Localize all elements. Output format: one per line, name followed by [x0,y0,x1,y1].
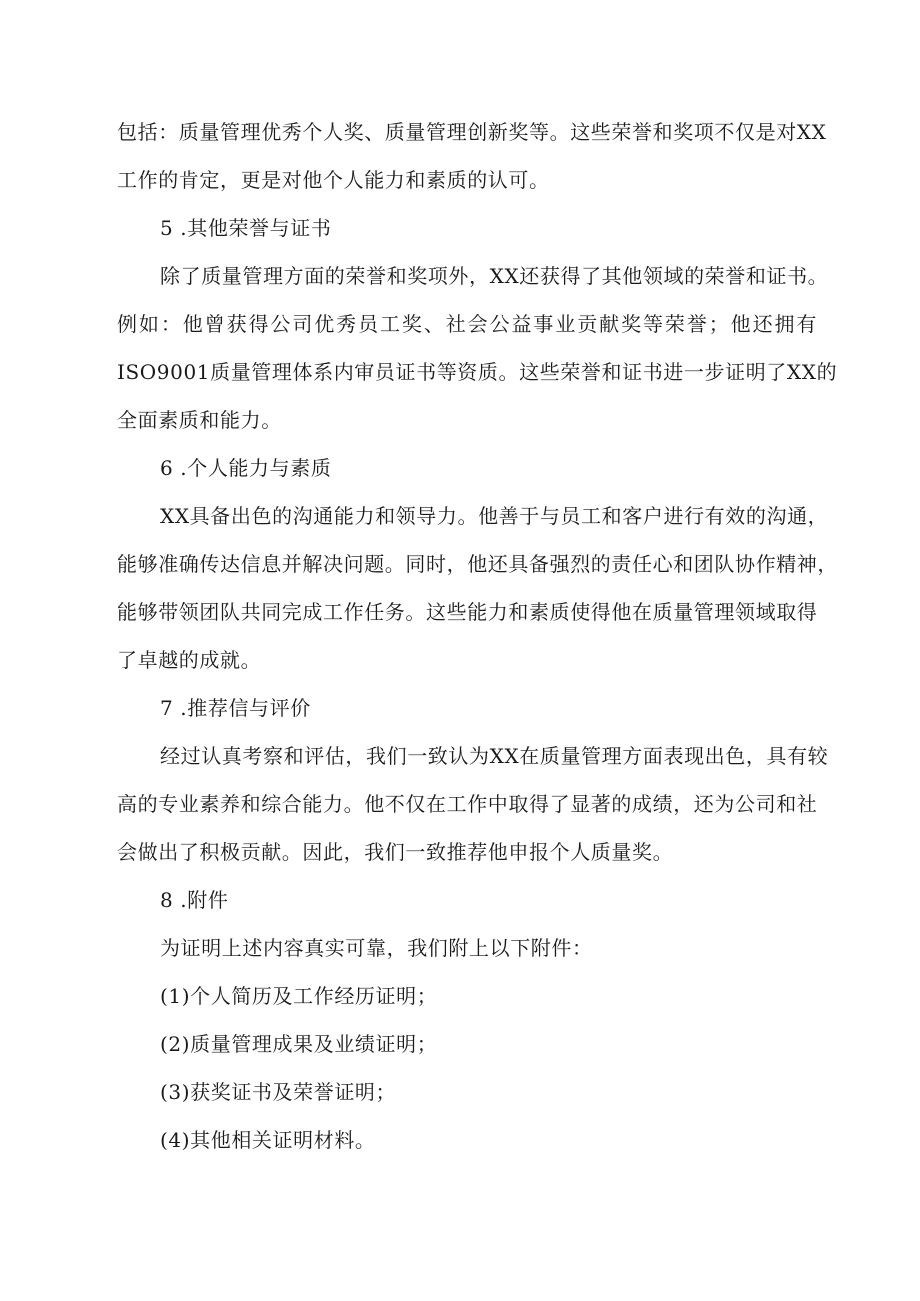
attachment-item-2: (2)质量管理成果及业绩证明； [160,1032,438,1056]
body-line-12: 高的专业素养和综合能力。他不仅在工作中取得了显著的成绩，还为公司和社 [117,792,818,816]
body-line-10: 了卓越的成就。 [117,648,262,672]
body-line-6: 全面素质和能力。 [117,408,282,432]
body-line-3: 除了质量管理方面的荣誉和奖项外，XX还获得了其他领域的荣誉和证书。 [160,264,829,288]
section-heading-7: 7 .推荐信与评价 [160,696,311,720]
attachment-item-3: (3)获奖证书及荣誉证明； [160,1080,397,1104]
body-line-7: XX具备出色的沟通能力和领导力。他善于与员工和客户进行有效的沟通， [160,504,829,528]
attachment-item-4: (4)其他相关证明材料。 [160,1128,376,1152]
section-heading-8: 8 .附件 [160,888,229,912]
body-line-13: 会做出了积极贡献。因此，我们一致推荐他申报个人质量奖。 [117,840,674,864]
body-line-1: 包括：质量管理优秀个人奖、质量管理创新奖等。这些荣誉和奖项不仅是对XX [117,120,827,144]
body-line-5: ISO9001质量管理体系内审员证书等资质。这些荣誉和证书进一步证明了XX的 [117,360,838,384]
body-line-8: 能够准确传达信息并解决问题。同时，他还具备强烈的责任心和团队协作精神， [117,552,838,576]
section-heading-5: 5 .其他荣誉与证书 [160,216,332,240]
body-line-2: 工作的肯定，更是对他个人能力和素质的认可。 [117,168,550,192]
section-heading-6: 6 .个人能力与素质 [160,456,332,480]
body-line-11: 经过认真考察和评估，我们一致认为XX在质量管理方面表现出色，具有较 [160,744,829,768]
body-line-14: 为证明上述内容真实可靠，我们附上以下附件： [160,936,593,960]
body-line-9: 能够带领团队共同完成工作任务。这些能力和素质使得他在质量管理领域取得 [117,600,818,624]
attachment-item-1: (1)个人简历及工作经历证明； [160,984,438,1008]
body-line-4: 例如：他曾获得公司优秀员工奖、社会公益事业贡献奖等荣誉；他还拥有 [117,312,817,336]
